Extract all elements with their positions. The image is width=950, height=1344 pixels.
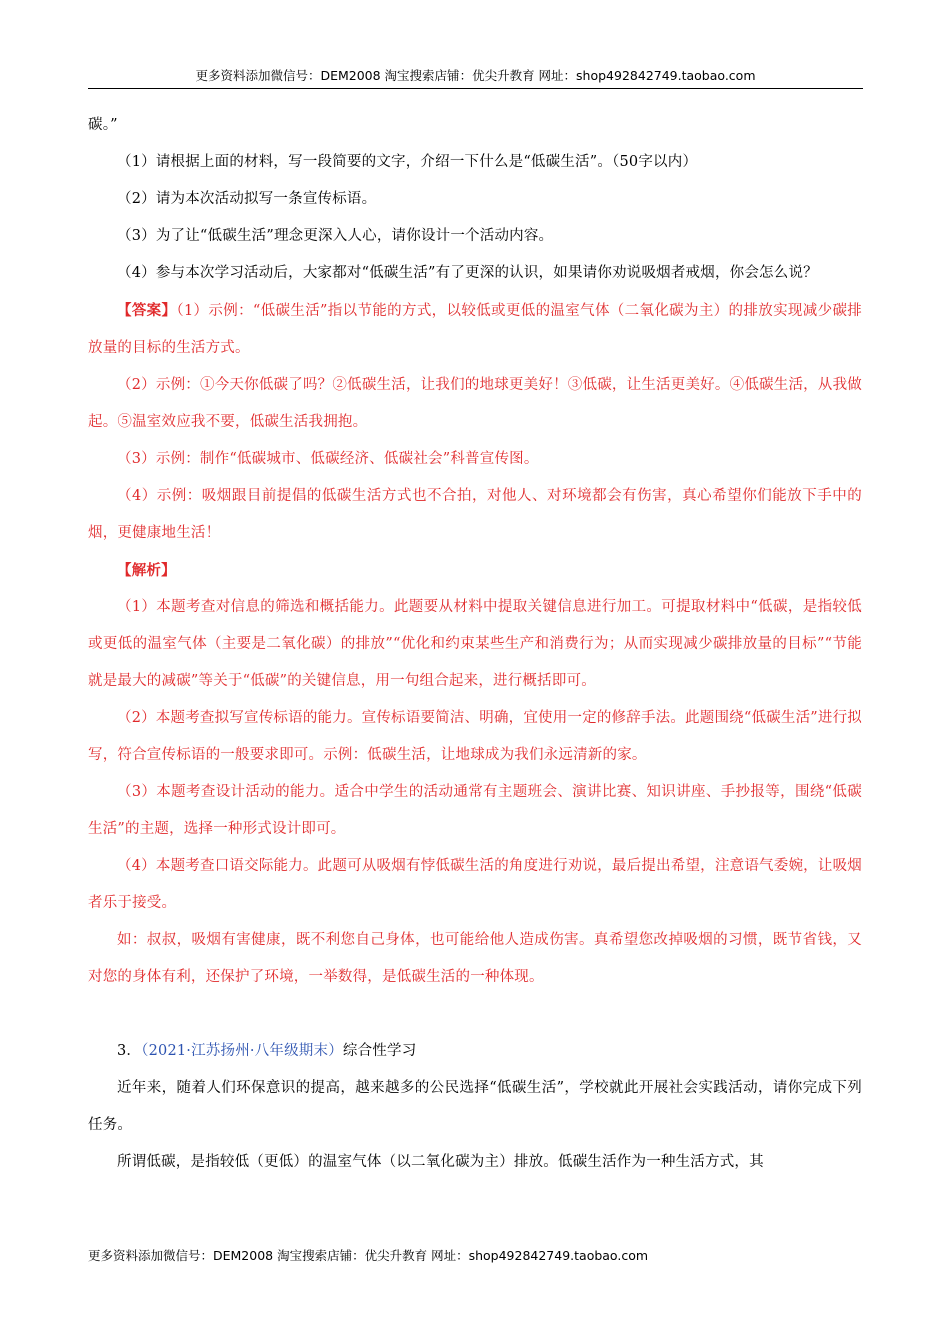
page-footer bbox=[88, 1246, 863, 1266]
analysis-1: （1）本题考查对信息的筛选和概括能力。此题要从材料中提取关键信息进行加工。可提取材料中“低碳，是指较低或更低的温室气体（主要是二氧化碳）的排放”“优化和约束某些生产和消费行为；从而实现减少碳排放量的目标”“节能就是最大的减碳”等关于“低碳”的关键信息，用一句组合起来，进行概括即可。 bbox=[88, 599, 862, 689]
question-3-intro: 近年来，随着人们环保意识的提高，越来越多的公民选择“低碳生活”，学校就此开展社会实践活动，请你完成下列任务。 bbox=[88, 1080, 862, 1133]
answer-3: （3）示例：制作“低碳城市、低碳经济、低碳社会”科普宣传图。 bbox=[117, 451, 539, 467]
analysis-example: 如：叔叔，吸烟有害健康，既不利您自己身体，也可能给他人造成伤害。真希望您改掉吸烟的习惯，既节省钱，又对您的身体有利，还保护了环境，一举数得，是低碳生活的一种体现。 bbox=[88, 932, 862, 985]
analysis-2: （2）本题考查拟写宣传标语的能力。宣传标语要简洁、明确，宜使用一定的修辞手法。此题围绕“低碳生活”进行拟写，符合宣传标语的一般要求即可。示例：低碳生活，让地球成为我们永远清新的家。 bbox=[88, 710, 862, 763]
question-4: （4）参与本次学习活动后，大家都对“低碳生活”有了更深的认识，如果请你劝说吸烟者戒烟，你会怎么说？ bbox=[117, 265, 818, 281]
question-title: 综合性学习 bbox=[342, 1043, 417, 1059]
continuation-line: 碳。” bbox=[88, 117, 118, 133]
footer-text: 更多资料添加微信号：DEM2008 淘宝搜索店铺：优尖升教育 网址：shop492842749.taobao.com bbox=[88, 1248, 649, 1263]
header-text: 更多资料添加微信号：DEM2008 淘宝搜索店铺：优尖升教育 网址：shop492842749.taobao.com bbox=[195, 68, 756, 83]
answer-1: （1）示例：“低碳生活”指以节能的方式，以较低或更低的温室气体（二氧化碳为主）的排放实现减少碳排放量的目标的生活方式。 bbox=[88, 303, 862, 356]
question-3: （3）为了让“低碳生活”理念更深入人心，请你设计一个活动内容。 bbox=[117, 228, 554, 244]
question-3-heading bbox=[88, 1033, 862, 1070]
analysis-4: （4）本题考查口语交际能力。此题可从吸烟有悖低碳生活的角度进行劝说，最后提出希望，注意语气委婉，让吸烟者乐于接受。 bbox=[88, 858, 862, 911]
question-2: （2）请为本次活动拟写一条宣传标语。 bbox=[117, 191, 377, 207]
question-source: （2021·江苏扬州·八年级期末） bbox=[141, 1043, 343, 1059]
analysis-3: （3）本题考查设计活动的能力。适合中学生的活动通常有主题班会、演讲比赛、知识讲座、手抄报等，围绕“低碳生活”的主题，选择一种形式设计即可。 bbox=[88, 784, 862, 837]
question-3-material: 所谓低碳，是指较低（更低）的温室气体（以二氧化碳为主）排放。低碳生活作为一种生活方式，其 bbox=[117, 1154, 764, 1170]
section-spacer bbox=[88, 996, 862, 1033]
analysis-label: 【解析】 bbox=[117, 562, 176, 579]
answer-1-paragraph bbox=[88, 292, 862, 367]
answer-label: 【答案】 bbox=[117, 302, 177, 319]
answer-2: （2）示例：①今天你低碳了吗？②低碳生活，让我们的地球更美好！③低碳，让生活更美好。④低碳生活，从我做起。⑤温室效应我不要，低碳生活我拥抱。 bbox=[88, 377, 862, 430]
page-header bbox=[88, 66, 863, 89]
question-number: 3． bbox=[117, 1043, 142, 1059]
question-1: （1）请根据上面的材料，写一段简要的文字，介绍一下什么是“低碳生活”。（50字以内） bbox=[117, 154, 698, 170]
document-body bbox=[88, 107, 862, 1181]
answer-4: （4）示例：吸烟跟目前提倡的低碳生活方式也不合拍，对他人、对环境都会有伤害，真心希望你们能放下手中的烟，更健康地生活！ bbox=[88, 488, 862, 541]
